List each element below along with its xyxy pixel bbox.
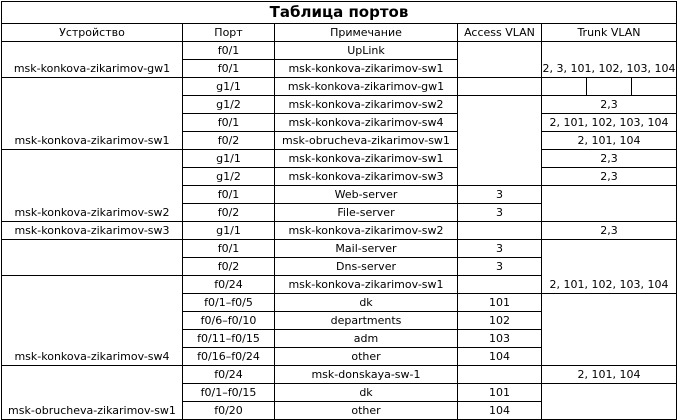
trunk-vlan-cell [542,330,677,348]
access-vlan-cell: 3 [458,240,542,258]
table-row [2,384,677,402]
trunk-vlan-cell: 2,3 [542,222,677,240]
trunk-vlan-cell: 2, 101, 102, 103, 104 [542,276,677,294]
access-vlan-cell [458,60,542,78]
access-vlan-cell: 103 [458,330,542,348]
trunk-vlan-cell: 2, 101, 102, 103, 104 [542,114,677,132]
note-cell: msk-konkova-zikarimov-sw4 [275,114,458,132]
access-vlan-cell [458,366,542,384]
access-vlan-cell: 101 [458,384,542,402]
port-cell: f0/24 [183,366,275,384]
header-note: Примечание [275,24,458,42]
table-row [2,348,677,366]
table-row [2,42,677,60]
port-cell: f0/1 [183,42,275,60]
device-cell [2,258,183,276]
header-row [2,24,677,42]
device-cell [2,42,183,60]
port-table-body [2,2,677,420]
table-row [2,204,677,222]
title-row [2,2,677,24]
table-row [2,114,677,132]
trunk-vlan-cell [542,78,677,96]
trunk-vlan-cell: 2,3 [542,168,677,186]
port-cell: g1/2 [183,168,275,186]
header-device: Устройство [2,24,183,42]
device-cell [2,186,183,204]
trunk-sub-cell [542,78,587,95]
device-cell [2,78,183,96]
access-vlan-cell [458,42,542,60]
note-cell: msk-konkova-zikarimov-sw2 [275,96,458,114]
port-cell: g1/2 [183,96,275,114]
note-cell: Web-server [275,186,458,204]
device-cell [2,330,183,348]
device-cell: msk-konkova-zikarimov-sw3 [2,222,183,240]
trunk-split-cells [542,78,676,95]
port-cell: f0/24 [183,276,275,294]
trunk-vlan-cell [542,384,677,402]
access-vlan-cell: 104 [458,348,542,366]
device-cell [2,114,183,132]
table-row [2,150,677,168]
device-cell [2,96,183,114]
note-cell: Dns-server [275,258,458,276]
device-cell: msk-konkova-zikarimov-gw1 [2,60,183,78]
note-cell: departments [275,312,458,330]
table-row [2,186,677,204]
note-cell: msk-konkova-zikarimov-sw3 [275,168,458,186]
table-row [2,330,677,348]
table-row [2,96,677,114]
port-cell: f0/20 [183,402,275,420]
trunk-vlan-cell [542,186,677,204]
trunk-vlan-cell: 2, 3, 101, 102, 103, 104 [542,60,677,78]
device-cell [2,150,183,168]
device-cell: msk-konkova-zikarimov-sw4 [2,348,183,366]
access-vlan-cell [458,132,542,150]
header-port: Порт [183,24,275,42]
device-cell [2,240,183,258]
trunk-vlan-cell: 2, 101, 104 [542,132,677,150]
table-row [2,402,677,420]
access-vlan-cell [458,150,542,168]
table-row [2,312,677,330]
trunk-vlan-cell [542,402,677,420]
note-cell: other [275,402,458,420]
trunk-vlan-cell [542,294,677,312]
note-cell: msk-konkova-zikarimov-sw1 [275,276,458,294]
note-cell: dk [275,294,458,312]
note-cell: dk [275,384,458,402]
table-row [2,168,677,186]
note-cell: msk-donskaya-sw-1 [275,366,458,384]
port-cell: g1/1 [183,150,275,168]
device-cell [2,276,183,294]
device-cell: msk-obrucheva-zikarimov-sw1 [2,402,183,420]
table-row [2,366,677,384]
access-vlan-cell: 101 [458,294,542,312]
access-vlan-cell: 104 [458,402,542,420]
port-table [1,1,677,420]
note-cell: msk-konkova-zikarimov-sw1 [275,150,458,168]
port-cell: f0/11–f0/15 [183,330,275,348]
port-cell: f0/1 [183,240,275,258]
trunk-vlan-cell [542,312,677,330]
note-cell: msk-konkova-zikarimov-gw1 [275,78,458,96]
table-row [2,132,677,150]
access-vlan-cell: 3 [458,186,542,204]
table-row [2,294,677,312]
port-cell: g1/1 [183,222,275,240]
trunk-vlan-cell: 2,3 [542,96,677,114]
access-vlan-cell: 3 [458,258,542,276]
table-row [2,240,677,258]
note-cell: msk-konkova-zikarimov-sw1 [275,60,458,78]
header-trunk-vlan: Trunk VLAN [542,24,677,42]
device-cell [2,366,183,384]
device-cell [2,384,183,402]
trunk-vlan-cell [542,240,677,258]
trunk-vlan-cell [542,204,677,222]
note-cell: Mail-server [275,240,458,258]
port-cell: f0/16–f0/24 [183,348,275,366]
note-cell: adm [275,330,458,348]
table-row [2,222,677,240]
access-vlan-cell [458,114,542,132]
port-cell: f0/1–f0/15 [183,384,275,402]
access-vlan-cell: 3 [458,204,542,222]
table-row [2,78,677,96]
device-cell [2,312,183,330]
trunk-vlan-cell: 2,3 [542,150,677,168]
device-cell [2,168,183,186]
port-cell: f0/1 [183,114,275,132]
note-cell: msk-konkova-zikarimov-sw2 [275,222,458,240]
trunk-sub-cell [632,78,676,95]
device-cell: msk-konkova-zikarimov-sw2 [2,204,183,222]
header-access-vlan: Access VLAN [458,24,542,42]
port-cell: f0/6–f0/10 [183,312,275,330]
access-vlan-cell [458,78,542,96]
port-cell: f0/1 [183,60,275,78]
access-vlan-cell: 102 [458,312,542,330]
port-cell: f0/2 [183,132,275,150]
table-title: Таблица портов [2,2,677,24]
trunk-vlan-cell [542,348,677,366]
note-cell: UpLink [275,42,458,60]
access-vlan-cell [458,96,542,114]
port-cell: f0/2 [183,258,275,276]
port-cell: f0/1 [183,186,275,204]
trunk-vlan-cell [542,258,677,276]
trunk-vlan-cell: 2, 101, 104 [542,366,677,384]
port-cell: f0/1–f0/5 [183,294,275,312]
trunk-sub-cell [587,78,632,95]
note-cell: File-server [275,204,458,222]
table-row [2,60,677,78]
access-vlan-cell [458,276,542,294]
device-cell [2,294,183,312]
trunk-vlan-cell [542,42,677,60]
table-row [2,258,677,276]
port-cell: f0/2 [183,204,275,222]
note-cell: msk-obrucheva-zikarimov-sw1 [275,132,458,150]
access-vlan-cell [458,168,542,186]
access-vlan-cell [458,222,542,240]
note-cell: other [275,348,458,366]
port-cell: g1/1 [183,78,275,96]
table-row [2,276,677,294]
device-cell: msk-konkova-zikarimov-sw1 [2,132,183,150]
